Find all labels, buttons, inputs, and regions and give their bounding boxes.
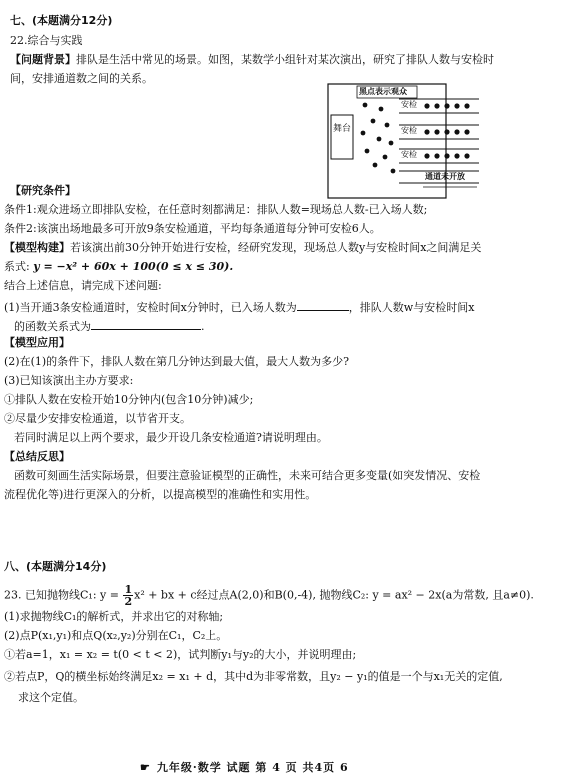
section-8-heading: 八、(本题满分14分) [4,560,107,573]
question-22-title [10,34,83,49]
summary-label: 【总结反思】 [4,450,70,463]
figure-stage-label: 舞台 [333,124,352,134]
summary-line-2: 流程优化等)进行更深入的分析，以提高模型的准确性和实用性。 [4,488,317,501]
model-text-2: 系式: [4,260,30,273]
q23-fraction-numerator: 1 [124,583,133,596]
q1-line-2 [14,317,205,335]
question-title: 综合与实践 [27,34,83,47]
model-formula: y = −x² + 60x + 100(0 ≤ x ≤ 30). [33,260,234,273]
q23-fraction [123,584,133,607]
q23-fraction-denominator: 2 [124,595,133,608]
requirement-2: ②尽量少安排安检通道，以节省开支。 [4,412,191,425]
model-line-2 [4,260,233,275]
q1-text-c: 的函数关系式为 [14,320,91,333]
figure-security-3: 安检 [401,150,417,159]
question-3-ask: 若同时满足以上两个要求，最少开设几条安检通道?请说明理由。 [14,431,328,444]
queue-figure [327,83,483,199]
summary-line-1: 函数可刻画生活实际场景，但要注意验证模型的正确性，未来可结合更多变量(如突发情况、安检 [14,469,481,482]
background-text-2: 间，安排通道数之间的关系。 [10,72,153,85]
q1-end: . [201,320,205,333]
q23-text-b: x² + bx + c经过点A(2,0)和B(0,-4), 抛物线C₂: y = ax² − 2x(a为常数, 且a≠0). [134,588,534,602]
question-2: (2)在(1)的条件下，排队人数在第几分钟达到最大值，最大人数为多少? [4,355,350,368]
question-number: 22. [10,34,28,47]
q1-text-a: (1)当开通3条安检通道时，安检时间x分钟时，已入场人数为 [4,301,297,314]
footer-hand-icon: ☛ [140,761,151,774]
background-text-1: 排队是生活中常见的场景。如图，某数学小组针对某次演出，研究了排队人数与安检时 [76,53,494,66]
part-2-ii-line-1: ②若点P，Q的横坐标始终满足x₂ = x₁ + d，其中d为非零常数，且y₂ − y₁的值是一个与x₁无关的定值, [4,670,503,683]
question-3: (3)已知该演出主办方要求: [4,374,134,387]
model-text-1: 若该演出前30分钟开始进行安检，经研究发现，现场总人数y与安检时间x之间满足关 [70,241,482,254]
figure-security-2: 安检 [401,126,417,135]
apply-label: 【模型应用】 [4,336,70,349]
combine-text: 结合上述信息，请完成下述问题: [4,279,162,292]
condition-1: 条件1:观众进场立即排队安检，在任意时刻都满足：排队人数=现场总人数-已入场人数; [4,203,428,216]
page-footer [140,761,349,776]
model-label: 【模型构建】 [4,241,70,254]
q1-line-1 [4,298,474,316]
background-label: 【问题背景】 [10,53,76,66]
model-line-1 [4,241,481,256]
requirement-1: ①排队人数在安检开始10分钟内(包含10分钟)减少; [4,393,254,406]
footer-text: 九年级·数学 试题 第 4 页 共4页 6 [156,761,349,774]
part-1: (1)求抛物线C₁的解析式，并求出它的对称轴; [4,610,224,623]
section-7-heading: 七、(本题满分12分) [10,14,113,27]
figure-closed-label: 通道未开放 [425,172,465,181]
background-line-1 [10,53,494,68]
part-2-ii-line-2: 求这个定值。 [18,691,84,704]
part-2-i: ①若a=1，x₁ = x₂ = t(0 < t < 2)，试判断y₁与y₂的大小，并说明理由; [4,648,357,661]
q23-text-a: 23. 已知抛物线C₁: y = [4,588,123,602]
q1-text-b: ，排队人数w与安检时间x [348,301,475,314]
part-2: (2)点P(x₁,y₁)和点Q(x₂,y₂)分别在C₁，C₂上。 [4,629,228,642]
figure-security-1: 安检 [401,100,417,109]
condition-2: 条件2:该演出场地最多可开放9条安检通道，平均每条通道每分钟可安检6人。 [4,222,381,235]
figure-legend: 黑点表示观众 [359,87,407,96]
question-23-stem [4,584,534,607]
research-label: 【研究条件】 [10,184,76,197]
q1-blank-function[interactable] [91,317,201,330]
q1-blank-entered[interactable] [297,298,349,311]
